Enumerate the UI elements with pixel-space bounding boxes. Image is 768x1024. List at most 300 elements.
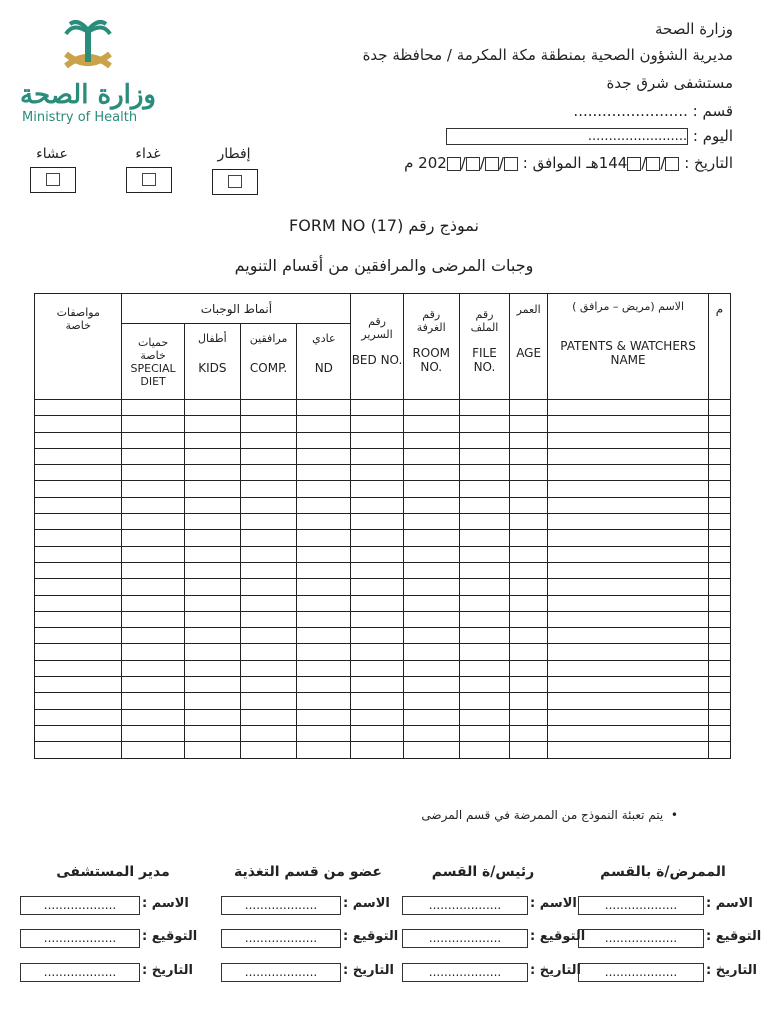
table-cell[interactable]	[184, 530, 240, 546]
col-bed: رقم السرير BED NO.	[351, 294, 403, 400]
table-cell[interactable]	[510, 579, 548, 595]
table-cell[interactable]	[240, 530, 296, 546]
table-row	[35, 693, 731, 709]
table-cell[interactable]	[510, 677, 548, 693]
table-cell[interactable]	[122, 595, 184, 611]
greg-day-box[interactable]	[504, 157, 518, 171]
table-cell[interactable]	[459, 432, 509, 448]
table-cell[interactable]	[708, 628, 730, 644]
table-cell[interactable]	[35, 644, 122, 660]
table-cell[interactable]	[459, 514, 509, 530]
table-cell[interactable]	[708, 400, 730, 416]
table-cell[interactable]	[403, 742, 459, 758]
logo-arabic-text: وزارة الصحة	[20, 80, 156, 110]
table-cell[interactable]	[459, 742, 509, 758]
section-label: قسم :	[692, 102, 733, 120]
table-cell[interactable]	[122, 579, 184, 595]
table-cell[interactable]	[510, 725, 548, 741]
table-cell[interactable]	[403, 677, 459, 693]
table-cell[interactable]	[35, 611, 122, 627]
table-cell[interactable]	[184, 644, 240, 660]
table-cell[interactable]	[548, 579, 709, 595]
table-cell[interactable]	[403, 497, 459, 513]
table-cell[interactable]	[403, 465, 459, 481]
table-cell[interactable]	[184, 514, 240, 530]
lunch-checkbox[interactable]	[126, 167, 172, 193]
table-cell[interactable]	[240, 693, 296, 709]
table-cell[interactable]	[297, 579, 351, 595]
table-cell[interactable]	[351, 416, 403, 432]
table-cell[interactable]	[122, 709, 184, 725]
greg-year-box[interactable]	[447, 157, 461, 171]
table-cell[interactable]	[459, 644, 509, 660]
table-cell[interactable]	[184, 416, 240, 432]
table-cell[interactable]	[184, 432, 240, 448]
table-cell[interactable]	[35, 595, 122, 611]
table-cell[interactable]	[122, 416, 184, 432]
table-cell[interactable]	[459, 546, 509, 562]
table-cell[interactable]	[351, 497, 403, 513]
table-cell[interactable]	[297, 693, 351, 709]
table-cell[interactable]	[240, 514, 296, 530]
table-cell[interactable]	[708, 497, 730, 513]
table-cell[interactable]	[708, 481, 730, 497]
table-cell[interactable]	[351, 677, 403, 693]
table-row	[35, 660, 731, 676]
sig-nurse-title: الممرض/ة بالقسم	[600, 864, 726, 880]
table-cell[interactable]	[35, 448, 122, 464]
table-cell[interactable]	[351, 579, 403, 595]
table-cell[interactable]	[403, 709, 459, 725]
table-cell[interactable]	[548, 448, 709, 464]
sig-nutrition-date-field[interactable]: ...................	[221, 963, 341, 982]
table-cell[interactable]	[35, 481, 122, 497]
table-cell[interactable]	[510, 416, 548, 432]
table-cell[interactable]	[459, 628, 509, 644]
hijri-day-box[interactable]	[665, 157, 679, 171]
table-cell[interactable]	[459, 660, 509, 676]
table-cell[interactable]	[35, 579, 122, 595]
table-cell[interactable]	[351, 611, 403, 627]
table-row	[35, 644, 731, 660]
table-cell[interactable]	[459, 400, 509, 416]
sig-nutrition-name-field[interactable]: ...................	[221, 896, 341, 915]
form-number: نموذج رقم (17) FORM NO	[289, 216, 479, 235]
table-cell[interactable]	[459, 693, 509, 709]
table-cell[interactable]	[708, 416, 730, 432]
table-cell[interactable]	[510, 530, 548, 546]
table-cell[interactable]	[548, 465, 709, 481]
table-cell[interactable]	[297, 400, 351, 416]
table-cell[interactable]	[351, 628, 403, 644]
col-serial: م	[708, 294, 730, 400]
table-cell[interactable]	[240, 628, 296, 644]
table-cell[interactable]	[403, 514, 459, 530]
sig-director-name-field[interactable]: ...................	[20, 896, 140, 915]
table-cell[interactable]	[403, 693, 459, 709]
table-cell[interactable]	[35, 497, 122, 513]
hijri-month-box[interactable]	[646, 157, 660, 171]
table-cell[interactable]	[548, 709, 709, 725]
table-cell[interactable]	[297, 481, 351, 497]
table-cell[interactable]	[184, 481, 240, 497]
table-cell[interactable]	[35, 400, 122, 416]
table-cell[interactable]	[351, 644, 403, 660]
table-cell[interactable]	[297, 644, 351, 660]
table-cell[interactable]	[35, 514, 122, 530]
table-cell[interactable]	[184, 448, 240, 464]
table-cell[interactable]	[459, 416, 509, 432]
table-cell[interactable]	[351, 514, 403, 530]
table-cell[interactable]	[240, 481, 296, 497]
table-cell[interactable]	[184, 579, 240, 595]
table-cell[interactable]	[297, 628, 351, 644]
table-cell[interactable]	[708, 693, 730, 709]
sig-head-date-field[interactable]: ...................	[402, 963, 528, 982]
sig-head-signature-label: التوقيع :	[530, 929, 586, 944]
table-cell[interactable]	[708, 611, 730, 627]
table-cell[interactable]	[35, 660, 122, 676]
day-field[interactable]: ........................	[446, 128, 688, 145]
table-cell[interactable]	[510, 481, 548, 497]
table-cell[interactable]	[548, 514, 709, 530]
table-cell[interactable]	[35, 709, 122, 725]
day-line	[446, 127, 733, 145]
table-cell[interactable]	[184, 595, 240, 611]
sig-director-name-label: الاسم :	[142, 896, 189, 911]
table-cell[interactable]	[510, 465, 548, 481]
table-cell[interactable]	[351, 400, 403, 416]
sig-head-title: رئيس/ة القسم	[431, 864, 535, 880]
table-cell[interactable]	[184, 611, 240, 627]
table-cell[interactable]	[122, 693, 184, 709]
table-cell[interactable]	[122, 448, 184, 464]
table-cell[interactable]	[510, 644, 548, 660]
table-cell[interactable]	[184, 400, 240, 416]
dinner-label: عشاء	[36, 146, 68, 162]
table-cell[interactable]	[510, 595, 548, 611]
table-cell[interactable]	[459, 595, 509, 611]
logo-english-text: Ministry of Health	[22, 110, 138, 125]
table-cell[interactable]	[122, 432, 184, 448]
table-cell[interactable]	[297, 677, 351, 693]
table-row	[35, 562, 731, 578]
table-cell[interactable]	[708, 546, 730, 562]
col-file: رقم الملف FILE NO.	[459, 294, 509, 400]
table-cell[interactable]	[240, 546, 296, 562]
table-cell[interactable]	[297, 448, 351, 464]
table-cell[interactable]	[35, 546, 122, 562]
table-cell[interactable]	[297, 709, 351, 725]
col-kids: أطفال KIDS	[184, 324, 240, 400]
sig-nurse-signature-label: التوقيع :	[706, 929, 762, 944]
hospital-name: مستشفى شرق جدة	[606, 74, 733, 92]
table-cell[interactable]	[184, 742, 240, 758]
table-cell[interactable]	[548, 432, 709, 448]
table-cell[interactable]	[184, 546, 240, 562]
table-cell[interactable]	[122, 530, 184, 546]
table-cell[interactable]	[297, 725, 351, 741]
table-cell[interactable]	[459, 497, 509, 513]
table-cell[interactable]	[459, 611, 509, 627]
table-cell[interactable]	[240, 416, 296, 432]
table-cell[interactable]	[122, 546, 184, 562]
sig-nurse-date-field[interactable]: ...................	[578, 963, 704, 982]
table-cell[interactable]	[35, 693, 122, 709]
table-cell[interactable]	[708, 660, 730, 676]
table-cell[interactable]	[510, 611, 548, 627]
table-cell[interactable]	[510, 660, 548, 676]
table-cell[interactable]	[510, 448, 548, 464]
table-cell[interactable]	[240, 742, 296, 758]
table-row	[35, 514, 731, 530]
table-cell[interactable]	[510, 562, 548, 578]
table-cell[interactable]	[240, 660, 296, 676]
table-cell[interactable]	[351, 742, 403, 758]
table-cell[interactable]	[351, 725, 403, 741]
table-cell[interactable]	[510, 742, 548, 758]
sig-director-signature-field[interactable]: ...................	[20, 929, 140, 948]
table-cell[interactable]	[35, 465, 122, 481]
table-row	[35, 677, 731, 693]
table-cell[interactable]	[122, 742, 184, 758]
table-row	[35, 416, 731, 432]
table-cell[interactable]	[35, 530, 122, 546]
table-cell[interactable]	[548, 677, 709, 693]
table-cell[interactable]	[510, 709, 548, 725]
section-field[interactable]: ........................	[573, 102, 688, 120]
table-cell[interactable]	[122, 400, 184, 416]
table-cell[interactable]	[184, 677, 240, 693]
sig-nutrition-name-label: الاسم :	[343, 896, 390, 911]
table-cell[interactable]	[403, 416, 459, 432]
table-cell[interactable]	[297, 514, 351, 530]
table-cell[interactable]	[122, 611, 184, 627]
table-row	[35, 497, 731, 513]
table-cell[interactable]	[510, 628, 548, 644]
table-cell[interactable]	[240, 432, 296, 448]
table-cell[interactable]	[122, 660, 184, 676]
sig-head-signature-field[interactable]: ...................	[402, 929, 528, 948]
table-cell[interactable]	[351, 660, 403, 676]
table-cell[interactable]	[184, 465, 240, 481]
table-cell[interactable]	[240, 400, 296, 416]
table-cell[interactable]	[403, 644, 459, 660]
table-cell[interactable]	[510, 693, 548, 709]
dinner-checkbox[interactable]	[30, 167, 76, 193]
table-cell[interactable]	[708, 530, 730, 546]
table-cell[interactable]	[297, 546, 351, 562]
table-cell[interactable]	[240, 595, 296, 611]
table-cell[interactable]	[403, 448, 459, 464]
table-cell[interactable]	[510, 546, 548, 562]
table-cell[interactable]	[240, 562, 296, 578]
sig-director-date-field[interactable]: ...................	[20, 963, 140, 982]
table-cell[interactable]	[548, 742, 709, 758]
table-cell[interactable]	[297, 562, 351, 578]
sig-head-name-field[interactable]: ...................	[402, 896, 528, 915]
table-cell[interactable]	[35, 416, 122, 432]
hijri-year-box[interactable]	[627, 157, 641, 171]
table-cell[interactable]	[708, 677, 730, 693]
table-cell[interactable]	[297, 611, 351, 627]
table-cell[interactable]	[708, 562, 730, 578]
table-cell[interactable]	[297, 660, 351, 676]
table-cell[interactable]	[403, 595, 459, 611]
table-cell[interactable]	[459, 465, 509, 481]
table-cell[interactable]	[459, 530, 509, 546]
table-cell[interactable]	[351, 465, 403, 481]
table-cell[interactable]	[35, 432, 122, 448]
table-cell[interactable]	[240, 644, 296, 660]
table-cell[interactable]	[403, 546, 459, 562]
table-cell[interactable]	[351, 693, 403, 709]
table-cell[interactable]	[708, 448, 730, 464]
table-cell[interactable]	[122, 677, 184, 693]
table-cell[interactable]	[35, 562, 122, 578]
table-cell[interactable]	[351, 595, 403, 611]
table-cell[interactable]	[510, 400, 548, 416]
table-cell[interactable]	[297, 742, 351, 758]
greg-month-box[interactable]	[485, 157, 499, 171]
table-cell[interactable]	[297, 497, 351, 513]
table-cell[interactable]	[708, 709, 730, 725]
table-cell[interactable]	[184, 628, 240, 644]
table-cell[interactable]	[351, 709, 403, 725]
table-cell[interactable]	[548, 562, 709, 578]
table-cell[interactable]	[708, 514, 730, 530]
table-cell[interactable]	[122, 514, 184, 530]
table-cell[interactable]	[122, 481, 184, 497]
col-special-specs: مواصفات خاصة	[35, 294, 122, 400]
table-cell[interactable]	[459, 481, 509, 497]
table-cell[interactable]	[240, 465, 296, 481]
table-cell[interactable]	[708, 432, 730, 448]
table-cell[interactable]	[403, 579, 459, 595]
table-cell[interactable]	[548, 416, 709, 432]
table-cell[interactable]	[708, 644, 730, 660]
table-cell[interactable]	[122, 497, 184, 513]
table-cell[interactable]	[403, 660, 459, 676]
table-cell[interactable]	[184, 693, 240, 709]
table-cell[interactable]	[403, 400, 459, 416]
table-cell[interactable]	[403, 562, 459, 578]
table-cell[interactable]	[548, 725, 709, 741]
table-cell[interactable]	[240, 497, 296, 513]
table-cell[interactable]	[297, 465, 351, 481]
table-cell[interactable]	[548, 497, 709, 513]
table-cell[interactable]	[708, 742, 730, 758]
table-cell[interactable]	[184, 660, 240, 676]
table-cell[interactable]	[184, 562, 240, 578]
table-cell[interactable]	[459, 579, 509, 595]
sig-nurse-signature-field[interactable]: ...................	[578, 929, 704, 948]
table-cell[interactable]	[708, 595, 730, 611]
table-cell[interactable]	[122, 628, 184, 644]
table-cell[interactable]	[122, 562, 184, 578]
table-row	[35, 530, 731, 546]
table-cell[interactable]	[122, 465, 184, 481]
sig-nurse-name-field[interactable]: ...................	[578, 896, 704, 915]
table-cell[interactable]	[459, 725, 509, 741]
table-cell[interactable]	[35, 677, 122, 693]
date-suffix: م	[404, 154, 414, 172]
table-cell[interactable]	[403, 481, 459, 497]
table-cell[interactable]	[240, 677, 296, 693]
table-cell[interactable]	[297, 530, 351, 546]
table-cell[interactable]	[351, 448, 403, 464]
table-cell[interactable]	[351, 562, 403, 578]
table-row	[35, 725, 731, 741]
table-cell[interactable]	[240, 709, 296, 725]
table-cell[interactable]	[403, 432, 459, 448]
table-cell[interactable]	[548, 595, 709, 611]
table-cell[interactable]	[297, 595, 351, 611]
table-cell[interactable]	[297, 432, 351, 448]
date-label: التاريخ :	[684, 154, 733, 172]
sig-nutrition-signature-field[interactable]: ...................	[221, 929, 341, 948]
table-cell[interactable]	[459, 709, 509, 725]
table-cell[interactable]	[184, 709, 240, 725]
table-cell[interactable]	[351, 481, 403, 497]
table-cell[interactable]	[35, 628, 122, 644]
sig-nutrition-signature-label: التوقيع :	[343, 929, 399, 944]
table-cell[interactable]	[240, 448, 296, 464]
table-cell[interactable]	[240, 579, 296, 595]
table-cell[interactable]	[459, 562, 509, 578]
table-cell[interactable]	[548, 481, 709, 497]
table-cell[interactable]	[403, 628, 459, 644]
table-cell[interactable]	[548, 611, 709, 627]
table-cell[interactable]	[184, 497, 240, 513]
table-cell[interactable]	[35, 725, 122, 741]
table-cell[interactable]	[403, 725, 459, 741]
table-cell[interactable]	[35, 742, 122, 758]
table-cell[interactable]	[548, 644, 709, 660]
table-cell[interactable]	[548, 546, 709, 562]
table-cell[interactable]	[122, 725, 184, 741]
breakfast-label: إفطار	[217, 146, 251, 162]
table-cell[interactable]	[548, 628, 709, 644]
table-cell[interactable]	[297, 416, 351, 432]
breakfast-checkbox[interactable]	[212, 169, 258, 195]
table-cell[interactable]	[351, 432, 403, 448]
greg-month2-box[interactable]	[466, 157, 480, 171]
table-cell[interactable]	[708, 725, 730, 741]
col-comp: مرافقين COMP.	[240, 324, 296, 400]
table-cell[interactable]	[510, 432, 548, 448]
table-cell[interactable]	[240, 725, 296, 741]
table-cell[interactable]	[510, 497, 548, 513]
table-cell[interactable]	[184, 725, 240, 741]
table-cell[interactable]	[403, 611, 459, 627]
table-cell[interactable]	[708, 465, 730, 481]
table-cell[interactable]	[548, 693, 709, 709]
table-cell[interactable]	[351, 530, 403, 546]
table-cell[interactable]	[548, 400, 709, 416]
table-cell[interactable]	[459, 677, 509, 693]
table-cell[interactable]	[548, 530, 709, 546]
table-cell[interactable]	[351, 546, 403, 562]
table-row	[35, 611, 731, 627]
table-cell[interactable]	[240, 611, 296, 627]
table-cell[interactable]	[708, 579, 730, 595]
table-cell[interactable]	[459, 448, 509, 464]
table-cell[interactable]	[403, 530, 459, 546]
table-cell[interactable]	[510, 514, 548, 530]
table-cell[interactable]	[122, 644, 184, 660]
table-cell[interactable]	[548, 660, 709, 676]
